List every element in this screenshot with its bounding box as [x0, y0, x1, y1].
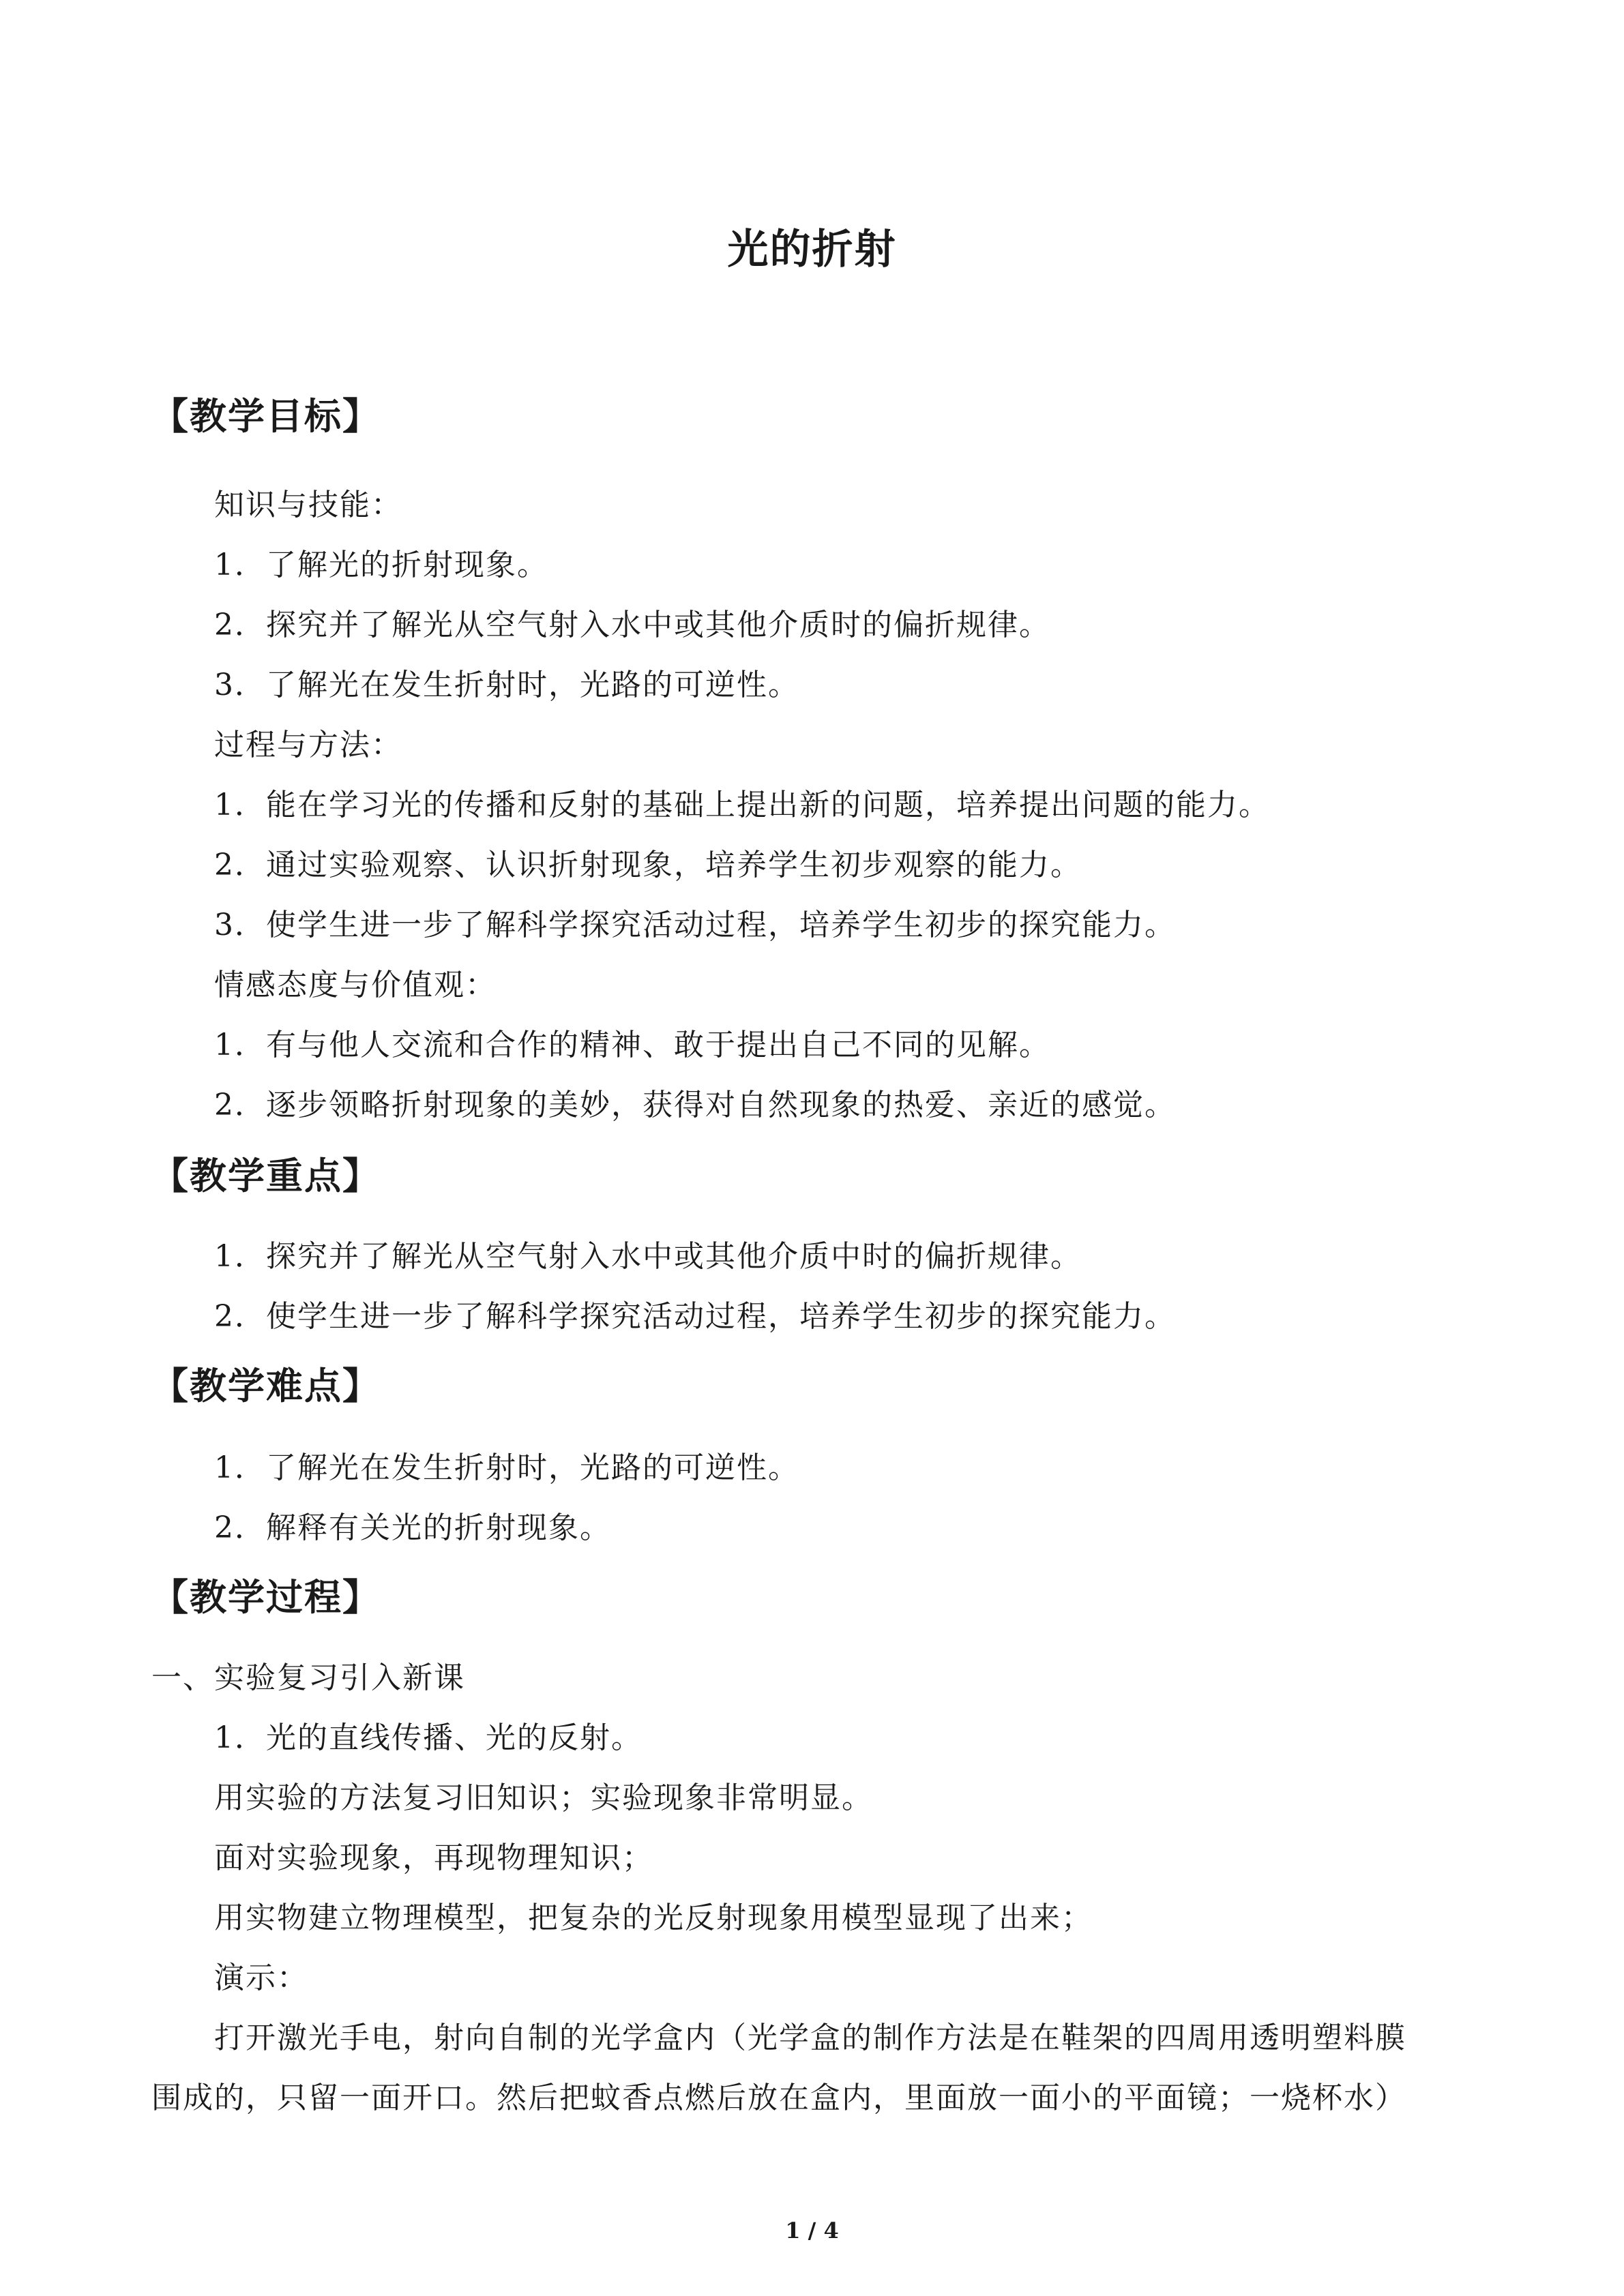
section-heading-difficult: 【教学难点】 [151, 1364, 381, 1407]
goal-knowledge-3: 3．了解光在发生折射时，光路的可逆性。 [214, 668, 799, 702]
process-line-3: 面对实验现象，再现物理知识； [214, 1840, 653, 1875]
goal-method-3: 3．使学生进一步了解科学探究活动过程，培养学生初步的探究能力。 [214, 908, 1176, 942]
page-title: 光的折射 [727, 226, 897, 273]
process-line-7: 围成的，只留一面开口。然后把蚊香点燃后放在盒内，里面放一面小的平面镜；一烧杯水） [151, 2081, 1406, 2115]
section-heading-goals: 【教学目标】 [151, 394, 381, 438]
process-line-2: 用实验的方法复习旧知识；实验现象非常明显。 [214, 1780, 873, 1815]
difficult-point-2: 2．解释有关光的折射现象。 [214, 1510, 611, 1545]
key-point-1: 1．探究并了解光从空气射入水中或其他介质中时的偏折规律。 [214, 1239, 1082, 1274]
difficult-point-1: 1．了解光在发生折射时，光路的可逆性。 [214, 1450, 799, 1485]
goal-method-2: 2．通过实验观察、认识折射现象，培养学生初步观察的能力。 [214, 848, 1082, 882]
section-heading-process: 【教学过程】 [151, 1575, 381, 1619]
process-line-1: 1．光的直线传播、光的反射。 [214, 1720, 643, 1755]
process-part-1-heading: 一、实验复习引入新课 [151, 1660, 465, 1695]
process-line-4: 用实物建立物理模型，把复杂的光反射现象用模型显现了出来； [214, 1900, 1093, 1935]
process-line-5: 演示： [214, 1960, 308, 1995]
subheading-knowledge: 知识与技能： [214, 488, 402, 522]
goal-emotion-2: 2．逐步领略折射现象的美妙，获得对自然现象的热爱、亲近的感觉。 [214, 1088, 1176, 1122]
key-point-2: 2．使学生进一步了解科学探究活动过程，培养学生初步的探究能力。 [214, 1299, 1176, 1334]
page-number: 1 / 4 [785, 2218, 839, 2243]
process-line-6: 打开激光手电，射向自制的光学盒内（光学盒的制作方法是在鞋架的四周用透明塑料膜 [214, 2021, 1406, 2055]
goal-emotion-1: 1．有与他人交流和合作的精神、敢于提出自己不同的见解。 [214, 1028, 1050, 1062]
goal-method-1: 1．能在学习光的传播和反射的基础上提出新的问题，培养提出问题的能力。 [214, 788, 1270, 822]
goal-knowledge-1: 1．了解光的折射现象。 [214, 548, 548, 582]
subheading-emotion: 情感态度与价值观： [214, 968, 497, 1002]
subheading-method: 过程与方法： [214, 728, 402, 762]
section-heading-key: 【教学重点】 [151, 1154, 381, 1197]
goal-knowledge-2: 2．探究并了解光从空气射入水中或其他介质时的偏折规律。 [214, 608, 1050, 642]
